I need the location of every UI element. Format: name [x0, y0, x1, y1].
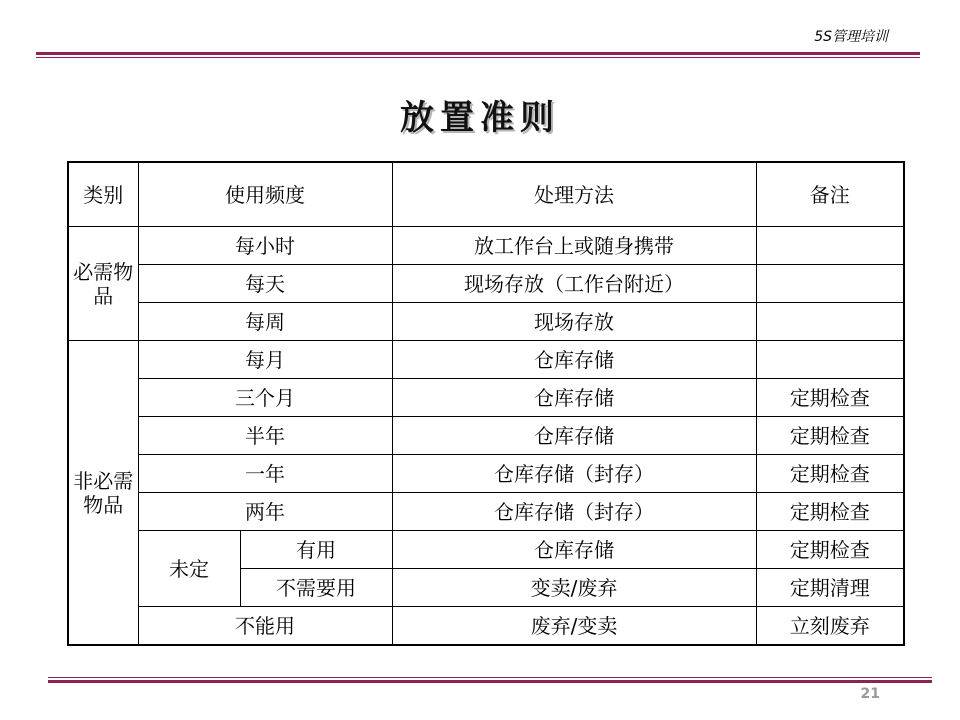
table-row: [68, 303, 904, 341]
frequency-cell: 一年: [138, 455, 392, 493]
method-cell: 仓库存储: [392, 417, 756, 455]
table-row: [68, 265, 904, 303]
bottom-divider: [48, 677, 932, 683]
note-cell: 定期清理: [756, 569, 904, 607]
method-cell: 现场存放（工作台附近）: [392, 265, 756, 303]
frequency-cell: 不能用: [138, 607, 392, 646]
header-category: 类别: [68, 162, 138, 227]
header-note: 备注: [756, 162, 904, 227]
placement-rules-table: [67, 161, 905, 646]
table-row: [68, 531, 904, 569]
table-row: [68, 417, 904, 455]
note-cell: 定期检查: [756, 531, 904, 569]
sub-frequency-cell: 不需要用: [240, 569, 392, 607]
method-cell: 废弃/变卖: [392, 607, 756, 646]
table-row: [68, 341, 904, 379]
frequency-cell: 半年: [138, 417, 392, 455]
page-number: 21: [860, 686, 880, 702]
table-row: [68, 379, 904, 417]
header-brand: 5S管理培训: [814, 29, 888, 45]
table-row: [68, 607, 904, 646]
note-cell: [756, 265, 904, 303]
table-row: [68, 455, 904, 493]
slide-title: 放置准则: [400, 98, 560, 138]
frequency-cell: 三个月: [138, 379, 392, 417]
method-cell: 仓库存储: [392, 341, 756, 379]
frequency-cell: 每天: [138, 265, 392, 303]
category-unnecessary: 非必需物品: [68, 341, 138, 646]
header-method: 处理方法: [392, 162, 756, 227]
category-necessary: 必需物品: [68, 227, 138, 341]
top-divider: [36, 52, 920, 58]
header-frequency: 使用频度: [138, 162, 392, 227]
note-cell: [756, 303, 904, 341]
note-cell: [756, 341, 904, 379]
note-cell: 定期检查: [756, 417, 904, 455]
table-row: [68, 493, 904, 531]
method-cell: 仓库存储: [392, 379, 756, 417]
method-cell: 现场存放: [392, 303, 756, 341]
method-cell: 仓库存储（封存）: [392, 493, 756, 531]
method-cell: 仓库存储: [392, 531, 756, 569]
note-cell: 定期检查: [756, 455, 904, 493]
note-cell: [756, 227, 904, 265]
sub-frequency-cell: 有用: [240, 531, 392, 569]
note-cell: 定期检查: [756, 493, 904, 531]
table-row: [68, 227, 904, 265]
table-header-row: [68, 162, 904, 227]
note-cell: 立刻废弃: [756, 607, 904, 646]
method-cell: 放工作台上或随身携带: [392, 227, 756, 265]
method-cell: 仓库存储（封存）: [392, 455, 756, 493]
method-cell: 变卖/废弃: [392, 569, 756, 607]
frequency-cell: 每月: [138, 341, 392, 379]
undetermined-cell: 未定: [138, 531, 240, 607]
frequency-cell: 每周: [138, 303, 392, 341]
frequency-cell: 每小时: [138, 227, 392, 265]
note-cell: 定期检查: [756, 379, 904, 417]
frequency-cell: 两年: [138, 493, 392, 531]
